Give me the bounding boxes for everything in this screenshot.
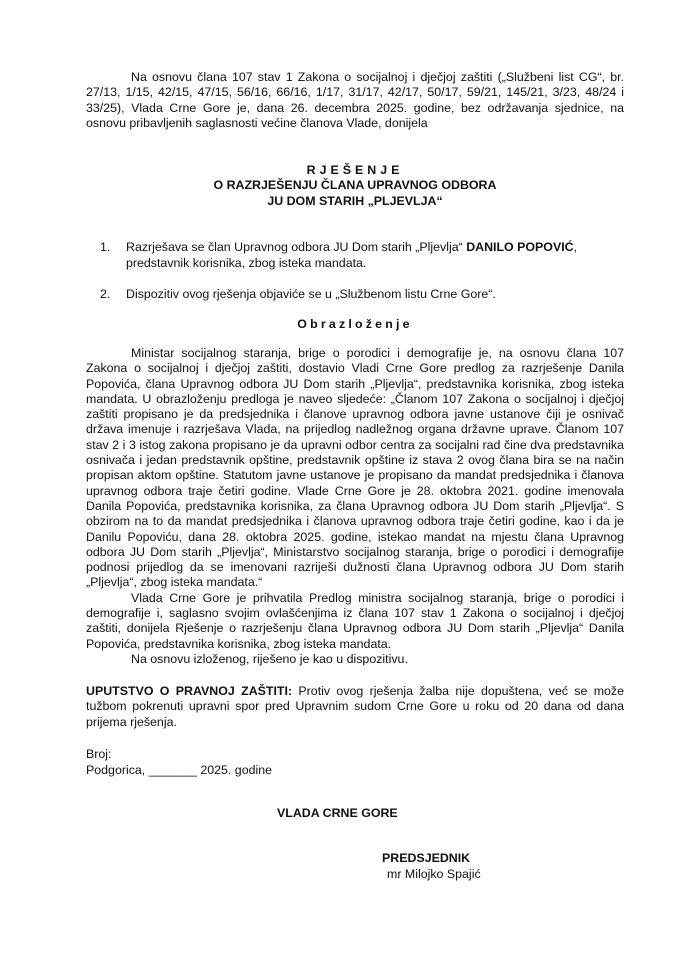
disposition-item-1 (86, 239, 624, 273)
item-text: Dispozitiv ovog rješenja objaviće se u „Službenom listu Crne Gore“. (126, 287, 496, 301)
reasoning-heading: Obrazloženje (297, 317, 413, 331)
item-number: 1. (100, 240, 111, 254)
reasoning-paragraph-1: Ministar socijalnog staranja, brige o porodici i demografije je, na osnovu člana 107 Zakona o socijalnoj i dječjoj zaštiti, dostavio Vladi Crne Gore predlog za razrješenje Danila Popovića, člana Upravnog odbora JU Dom starih „Pljevlja“, predstavnika korisnika, zbog isteka mandata. U obrazloženju predloga je naveo sljedeće: „Članom 107 Zakona o socijalnoj i dječjoj zaštiti propisano je da predsjednika i članove upravnog odbora javne ustanove čiji je osnivač država imenuje i razrješava Vlada, na prijedlog nadležnog organa državne uprave. Članom 107 stav 2 i 3 istog zakona propisano je da upravni odbor centra za socijalni rad čine dva predstavnika osnivača i jedan predstavnik opštine, predstavnik opštine iz stava 2 ovog člana bira se na način propisan aktom opštine. Statutom javne ustanove je propisano da mandat predsjednika i članova upravnog odbora traje četiri godine. Vlade Crne Gore je 28. oktobra 2021. godine imenovala Danila Popovića, predstavnika korisnika, za člana Upravnog odbora JU Dom starih „Pljevlja“. S obzirom na to da mandat predsjednika i članova upravnog odbora traje četiri godine, kao i da je Danilu Popoviću, dana 28. oktobra 2025. godine, istekao mandat na mjestu člana Upravnog odbora JU Dom starih „Pljevlja“, Ministarstvo socijalnog staranja, brige o porodici i demografije podnosi prijedlog da se imenovani razriješi dužnosti člana Upravnog odbora JU Dom starih „Pljevlja“, zbog isteka mandata.“ (86, 346, 624, 590)
disposition-item-2 (86, 286, 624, 304)
legal-remedy-label: UPUTSTVO O PRAVNOJ ZAŠTITI: (86, 684, 293, 698)
place-date: Podgorica, _______ 2025. godine (86, 763, 273, 777)
reasoning-paragraph-3: Na osnovu izloženog, riješeno je kao u dispozitivu. (131, 651, 408, 666)
dismissed-member-name: DANILO POPOVIĆ (466, 240, 574, 254)
document-title (86, 163, 624, 209)
item-number: 2. (100, 287, 111, 301)
title-line-3: JU DOM STARIH „PLJEVLJA“ (267, 193, 443, 208)
reasoning-paragraph-2: Vlada Crne Gore je prihvatila Predlog ministra socijalnog staranja, brige o porodici i demografije i, saglasno svojim ovlašćenjima iz člana 107 stav 1 Zakona o socijalnoj i dječjoj zaštiti, donijela Rješenje o razrješenju člana Upravnog odbora JU Dom starih „Pljevlja“ Danila Popovića, predstavnika korisnika, zbog isteka mandata. (86, 590, 624, 651)
authority-name: VLADA CRNE GORE (277, 806, 398, 820)
legal-remedy-text: Protiv ovog rješenja žalba nije dopuštena, već se može tužbom pokrenuti upravni spor pred Upravnim sudom Crne Gore u roku od 20 dana od dana prijema rješenja. (86, 684, 625, 729)
signatory-name: mr Milojko Spajić (387, 867, 481, 881)
broj-label: Broj: (86, 747, 112, 761)
reasoning-section (86, 346, 624, 667)
preamble-text: Na osnovu člana 107 stav 1 Zakona o socijalnoj i dječjoj zaštiti („Službeni list CG“, br. 27/13, 1/15, 42/15, 47/15, 56/16, 66/16, 1/17, 31/17, 42/17, 50/17, 59/21, 145/21, 3/23, 48/24 i 33/25), Vlada Crne Gore je, dana 26. decembra 2025. godine, bez održavanja sjednice, na osnovu pribavljenih saglasnosti većine članova Vlade, donijela (86, 70, 624, 130)
item-text-after: , predstavnik korisnika, zbog isteka mandata. (126, 240, 578, 270)
footer-reference (86, 746, 624, 778)
title-line-2: O RAZRJEŠENJU ČLANA UPRAVNOG ODBORA (213, 178, 497, 193)
legal-remedy-paragraph (86, 684, 624, 730)
item-text (126, 239, 624, 271)
signatory-role: PREDSJEDNIK (382, 851, 471, 865)
preamble-paragraph (86, 70, 624, 131)
title-line-1: RJEŠENJE (306, 163, 404, 177)
item-text-before: Razrješava se član Upravnog odbora JU Dom starih „Pljevlja“ (126, 240, 467, 254)
